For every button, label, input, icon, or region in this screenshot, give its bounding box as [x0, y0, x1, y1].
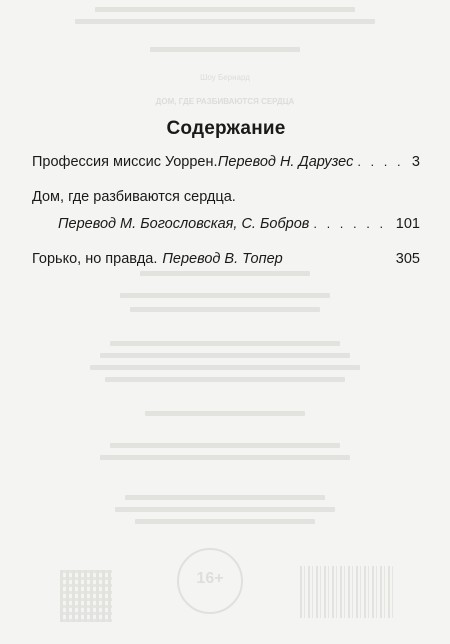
reverse-age-rating-bleed: 16+ — [177, 548, 243, 614]
reverse-text-bleed — [0, 306, 450, 314]
reverse-text-bleed — [0, 6, 450, 14]
leader-dots — [313, 214, 391, 233]
reverse-text-bleed — [0, 518, 450, 526]
reverse-text-bleed — [0, 506, 450, 514]
reverse-text-bleed — [0, 364, 450, 372]
table-of-contents — [32, 118, 420, 269]
toc-entry-heartbreak-house — [32, 188, 420, 207]
reverse-text-bleed — [0, 442, 450, 450]
toc-entry-title: Дом, где разбиваются сердца. — [32, 189, 236, 205]
toc-entry-title: Горько, но правда. — [32, 251, 158, 267]
leader-dots — [357, 152, 408, 171]
reverse-text-bleed — [0, 352, 450, 360]
toc-entry-page-number: 101 — [395, 216, 420, 232]
toc-entry-translator: Перевод М. Богословская, С. Бобров — [58, 216, 310, 232]
reverse-text-bleed — [0, 376, 450, 384]
reverse-author-bleed: Шоу Бернард — [200, 74, 250, 82]
toc-entry-page-number: 305 — [395, 251, 420, 267]
reverse-text-bleed — [0, 46, 450, 54]
toc-entry-page-number: 3 — [411, 154, 420, 170]
toc-entry-translator: Перевод Н. Дарузес — [217, 154, 354, 170]
reverse-title-bleed: ДОМ, ГДЕ РАЗБИВАЮТСЯ СЕРДЦА — [155, 98, 295, 106]
toc-entry-translator: Перевод В. Топер — [162, 251, 283, 267]
reverse-text-bleed — [0, 18, 450, 26]
reverse-text-bleed — [0, 340, 450, 348]
reverse-text-bleed — [0, 494, 450, 502]
reverse-text-bleed — [0, 292, 450, 300]
reverse-barcode-bleed — [300, 566, 395, 618]
toc-heading: Содержание — [166, 118, 286, 139]
toc-entry-too-true-to-be-good — [32, 250, 420, 269]
reverse-qr-code-bleed — [60, 570, 112, 622]
reverse-text-bleed — [0, 454, 450, 462]
toc-entry-heartbreak-house-translator-line — [32, 214, 420, 234]
reverse-text-bleed — [0, 270, 450, 278]
toc-entry-mrs-warrens-profession — [32, 152, 420, 172]
reverse-text-bleed — [0, 410, 450, 418]
toc-entry-title: Профессия миссис Уоррен. — [32, 154, 218, 170]
